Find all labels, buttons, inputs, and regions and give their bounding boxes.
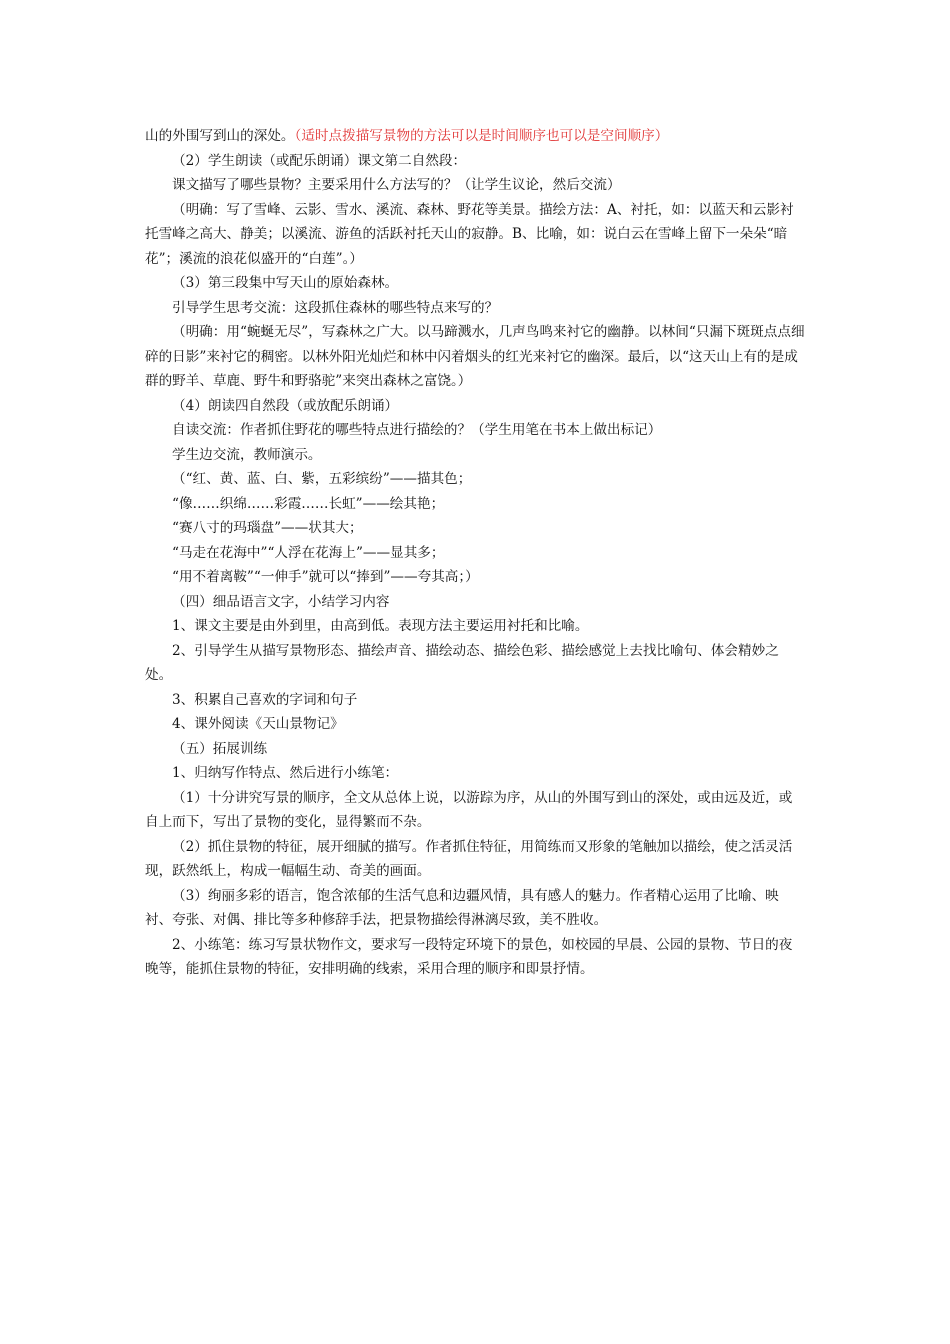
paragraph-25: （3）绚丽多彩的语言，饱含浓郁的生活气息和边疆风情，具有感人的魅力。作者精心运用了比喻、映衬、夸张、对偶、排比等多种修辞手法，把景物描绘得淋漓尽致，美不胜收。 bbox=[145, 887, 779, 928]
paragraph-7: （明确：用“蜿蜒无尽”，写森林之广大。以马蹄溅水，几声鸟鸣来衬它的幽静。以林间“只漏下斑斑点点细碎的日影”来衬它的稠密。以林外阳光灿烂和林中闪着烟头的红光来衬它的幽深。最后，以“这天山上有的是成群的野羊、草鹿、野牛和野骆驼”来突出森林之富饶。） bbox=[145, 324, 805, 389]
paragraph-15: “用不着离鞍”“一伸手”就可以“捧到”——夸其高；） bbox=[172, 569, 479, 585]
paragraph-21: （五）拓展训练 bbox=[172, 740, 268, 757]
teaching-tip-highlight: （适时点拨描写景物的方法可以是时间顺序也可以是空间顺序） bbox=[294, 128, 669, 144]
paragraph-13: “赛八寸的玛瑙盘”——状其大； bbox=[172, 520, 363, 536]
paragraph-22: 1、归纳写作特点、然后进行小练笔： bbox=[172, 765, 399, 781]
paragraph-18: 2、引导学生从描写景物形态、描绘声音、描绘动态、描绘色彩、描绘感觉上去找比喻句、体会精妙之处。 bbox=[145, 642, 779, 683]
paragraph-19: 3、积累自己喜欢的字词和句子 bbox=[172, 691, 358, 708]
document-body bbox=[145, 124, 805, 982]
paragraph-11: （“红、黄、蓝、白、紫，五彩缤纷”——描其色； bbox=[172, 471, 472, 487]
paragraph-1-text: 山的外围写到山的深处。 bbox=[145, 128, 295, 144]
paragraph-1 bbox=[145, 124, 805, 149]
paragraph-2: （2）学生朗读（或配乐朗诵）课文第二自然段： bbox=[172, 152, 467, 169]
paragraph-6: 引导学生思考交流：这段抓住森林的哪些特点来写的？ bbox=[172, 299, 499, 316]
paragraph-3: 课文描写了哪些景物？主要采用什么方法写的？（让学生议论，然后交流） bbox=[172, 177, 621, 193]
paragraph-12: “像……织绵……彩霞……长虹”——绘其艳； bbox=[172, 495, 445, 512]
paragraph-9: 自读交流：作者抓住野花的哪些特点进行描绘的？（学生用笔在书本上做出标记） bbox=[172, 422, 662, 438]
paragraph-10: 学生边交流，教师演示。 bbox=[172, 446, 322, 463]
paragraph-24: （2）抓住景物的特征，展开细腻的描写。作者抓住特征，用简练而又形象的笔触加以描绘，使之活灵活现，跃然纸上，构成一幅幅生动、奇美的画面。 bbox=[145, 838, 793, 879]
paragraph-5: （3）第三段集中写天山的原始森林。 bbox=[172, 275, 399, 291]
paragraph-20: 4、课外阅读《天山景物记》 bbox=[172, 716, 344, 732]
paragraph-4: （明确：写了雪峰、云影、雪水、溪流、森林、野花等美景。描绘方法：A、衬托，如：以蓝天和云影衬托雪峰之高大、静美；以溪流、游鱼的活跃衬托天山的寂静。B、比喻，如：说白云在雪峰上留下一朵朵“暗花”；溪流的浪花似盛开的“白莲”。） bbox=[145, 201, 794, 267]
paragraph-16: （四）细品语言文字，小结学习内容 bbox=[172, 593, 390, 610]
paragraph-8: （4）朗读四自然段（或放配乐朗诵） bbox=[172, 397, 399, 414]
paragraph-26: 2、小练笔：练习写景状物作文，要求写一段特定环境下的景色，如校园的早晨、公园的景物、节日的夜晚等，能抓住景物的特征，安排明确的线索，采用合理的顺序和即景抒情。 bbox=[145, 936, 793, 977]
paragraph-23: （1）十分讲究写景的顺序，全文从总体上说，以游踪为序，从山的外围写到山的深处，或由远及近，或自上而下，写出了景物的变化，显得繁而不杂。 bbox=[145, 789, 793, 830]
paragraph-14: “马走在花海中”“人浮在花海上”——显其多； bbox=[172, 544, 445, 561]
paragraph-17: 1、课文主要是由外到里，由高到低。表现方法主要运用衬托和比喻。 bbox=[172, 618, 589, 634]
